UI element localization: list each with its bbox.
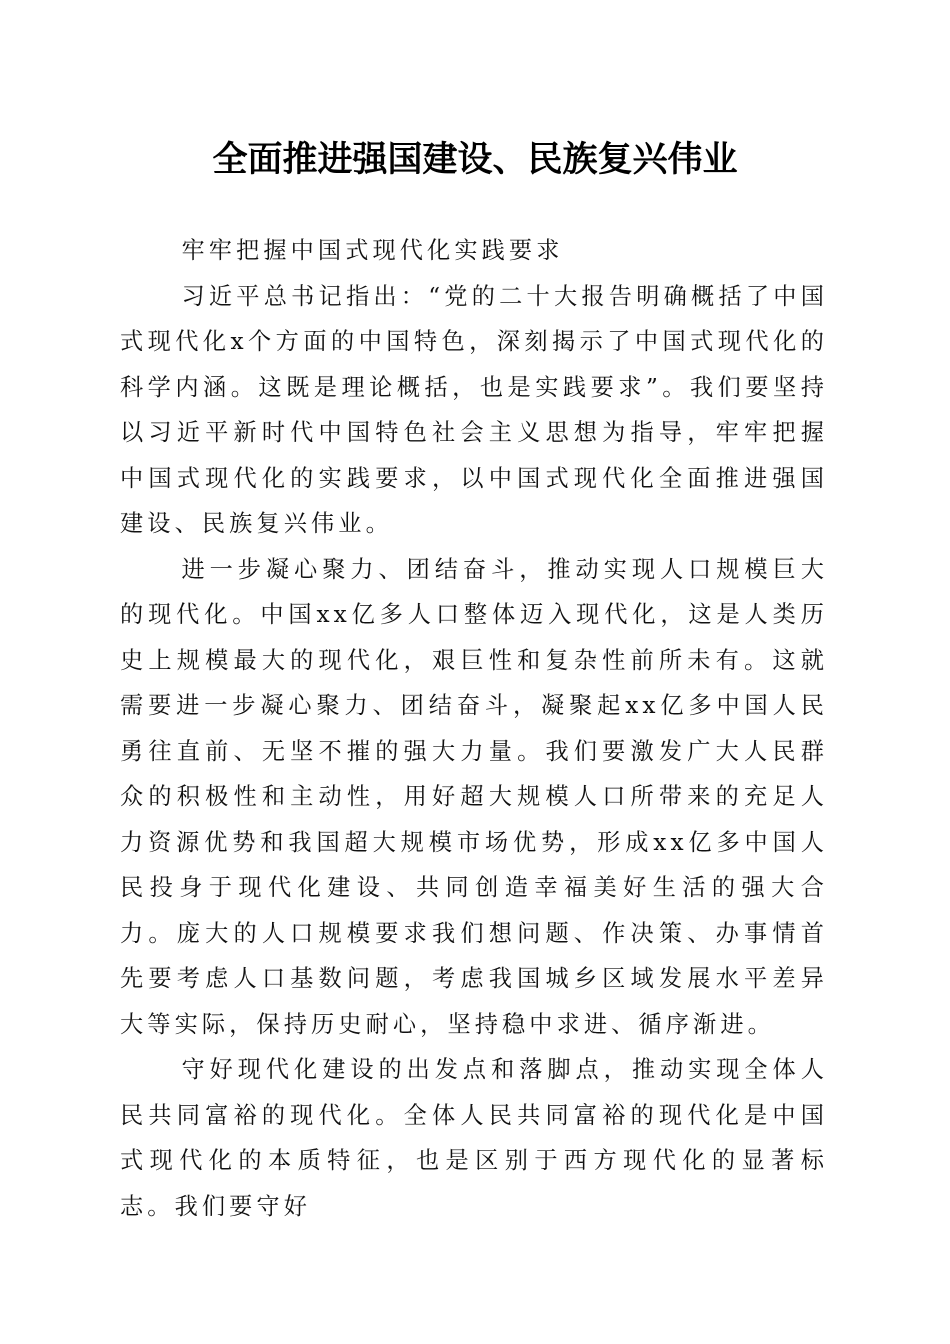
- paragraph: 进一步凝心聚力、团结奋斗，推动实现人口规模巨大的现代化。中国xx亿多人口整体迈入现代化，这是人类历史上规模最大的现代化，艰巨性和复杂性前所未有。这就需要进一步凝心聚力、团结奋斗，凝聚起xx亿多中国人民勇往直前、无坚不摧的强大力量。我们要激发广大人民群众的积极性和主动性，用好超大规模人口所带来的充足人力资源优势和我国超大规模市场优势，形成xx亿多中国人民投身于现代化建设、共同创造幸福美好生活的强大合力。庞大的人口规模要求我们想问题、作决策、办事情首先要考虑人口基数问题，考虑我国城乡区域发展水平差异大等实际，保持历史耐心，坚持稳中求进、循序渐进。: [120, 555, 828, 1038]
- section-heading: 牢牢把握中国式现代化实践要求: [181, 237, 564, 264]
- document-body: [120, 228, 828, 1229]
- document-title: 全面推进强国建设、民族复兴伟业: [212, 139, 738, 180]
- paragraph: 习近平总书记指出：“党的二十大报告明确概括了中国式现代化x个方面的中国特色，深刻揭示了中国式现代化的科学内涵。这既是理论概括，也是实践要求”。我们要坚持以习近平新时代中国特色社会主义思想为指导，牢牢把握中国式现代化的实践要求，以中国式现代化全面推进强国建设、民族复兴伟业。: [120, 282, 828, 537]
- paragraph: 守好现代化建设的出发点和落脚点，推动实现全体人民共同富裕的现代化。全体人民共同富裕的现代化是中国式现代化的本质特征，也是区别于西方现代化的显著标志。我们要守好: [120, 1056, 828, 1220]
